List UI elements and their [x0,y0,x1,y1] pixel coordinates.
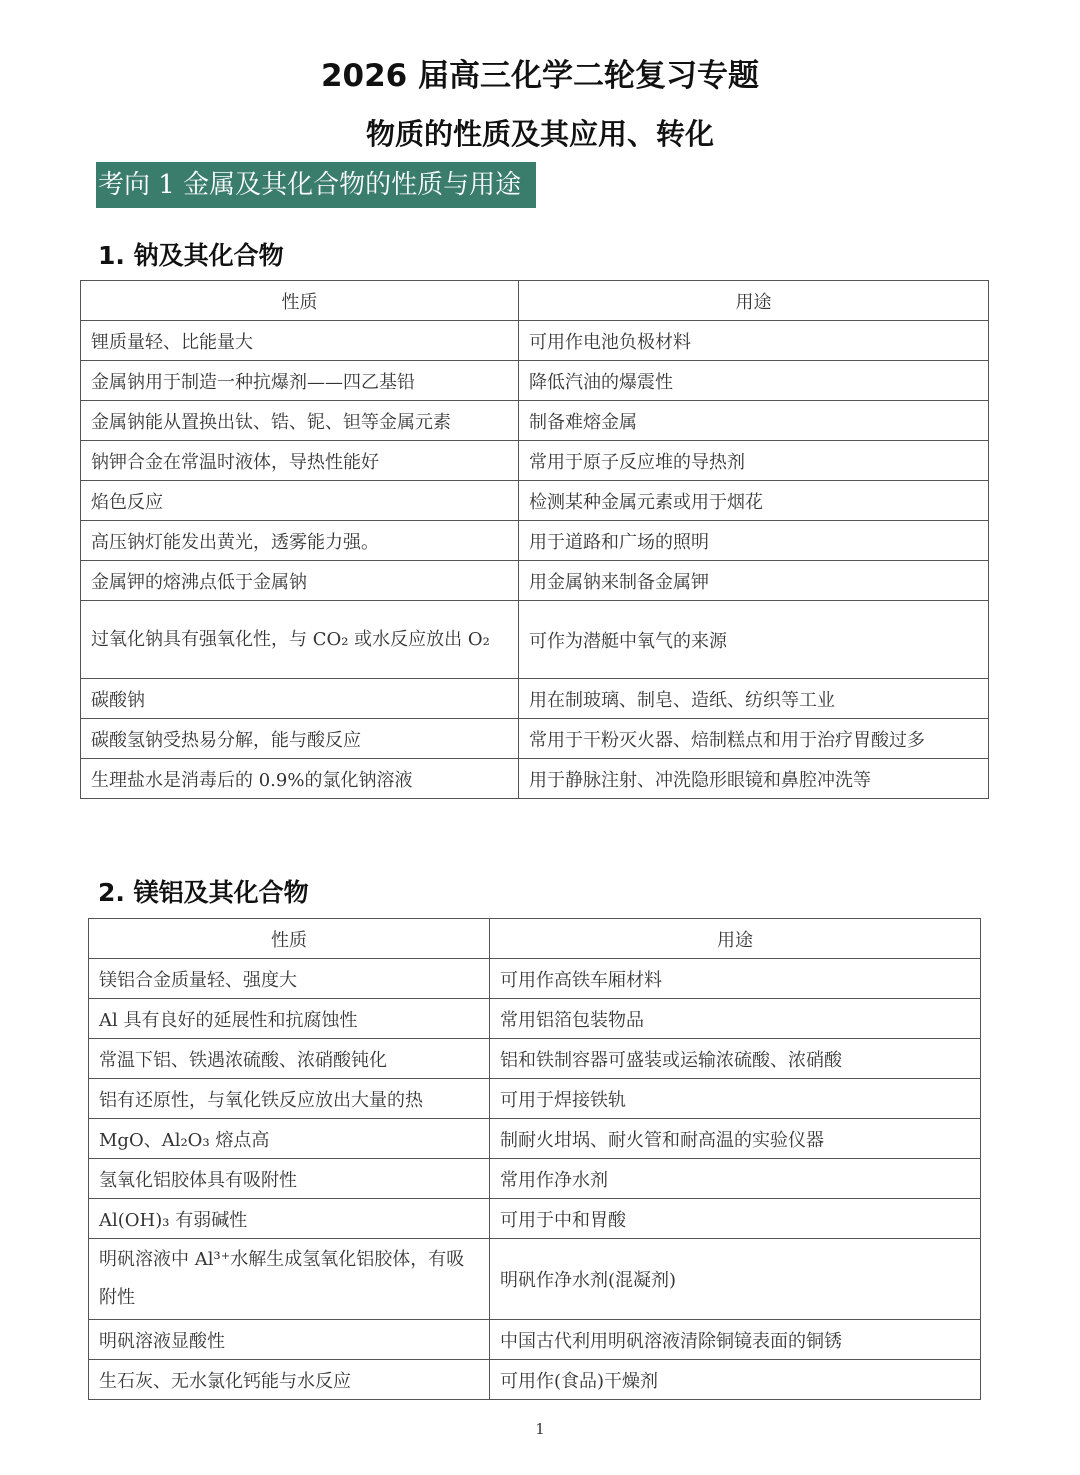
section-banner: 考向 1 金属及其化合物的性质与用途 [96,162,536,208]
header-use: 用途 [490,919,981,959]
use-cell: 用于静脉注射、冲洗隐形眼镜和鼻腔冲洗等 [519,759,989,799]
use-cell: 检测某种金属元素或用于烟花 [519,481,989,521]
property-cell: 镁铝合金质量轻、强度大 [89,959,490,999]
use-cell: 降低汽油的爆震性 [519,361,989,401]
table-row [89,1360,981,1400]
sodium-compounds-table [80,280,989,799]
use-cell: 常用于干粉灭火器、焙制糕点和用于治疗胃酸过多 [519,719,989,759]
use-cell: 可作为潜艇中氧气的来源 [519,601,989,679]
table-header-row [81,281,989,321]
header-property: 性质 [89,919,490,959]
table-row [81,361,989,401]
use-cell: 可用作高铁车厢材料 [490,959,981,999]
table-row [89,959,981,999]
use-cell: 可用于中和胃酸 [490,1199,981,1239]
property-cell: 过氧化钠具有强氧化性，与 CO₂ 或水反应放出 O₂ [81,601,519,679]
table-row [89,1079,981,1119]
property-cell: 金属钠用于制造一种抗爆剂——四乙基铅 [81,361,519,401]
table-header-row [89,919,981,959]
property-cell: 生石灰、无水氯化钙能与水反应 [89,1360,490,1400]
use-cell: 常用铝箔包装物品 [490,999,981,1039]
table-row [81,401,989,441]
property-cell: 生理盐水是消毒后的 0.9%的氯化钠溶液 [81,759,519,799]
use-cell: 用在制玻璃、制皂、造纸、纺织等工业 [519,679,989,719]
table-row [81,481,989,521]
document-title: 2026 届高三化学二轮复习专题 [320,58,760,94]
table-row [81,321,989,361]
table-row [81,561,989,601]
property-cell: 钠钾合金在常温时液体，导热性能好 [81,441,519,481]
property-cell: 碳酸钠 [81,679,519,719]
table-row [89,1239,981,1320]
table-row [81,601,989,679]
property-cell: 明矾溶液显酸性 [89,1320,490,1360]
table-row [89,999,981,1039]
property-cell: 焰色反应 [81,481,519,521]
property-cell: 锂质量轻、比能量大 [81,321,519,361]
property-cell: 氢氧化铝胶体具有吸附性 [89,1159,490,1199]
property-cell: 铝有还原性，与氧化铁反应放出大量的热 [89,1079,490,1119]
table-row [81,719,989,759]
table-row [89,1159,981,1199]
use-cell: 可用作(食品)干燥剂 [490,1360,981,1400]
table2-heading: 2. 镁铝及其化合物 [98,878,309,907]
property-cell: 碳酸氢钠受热易分解，能与酸反应 [81,719,519,759]
table1-heading: 1. 钠及其化合物 [98,241,284,270]
header-property: 性质 [81,281,519,321]
use-cell: 常用于原子反应堆的导热剂 [519,441,989,481]
property-cell: 高压钠灯能发出黄光，透雾能力强。 [81,521,519,561]
table-row [89,1320,981,1360]
table-row [89,1039,981,1079]
table-row [81,441,989,481]
use-cell: 铝和铁制容器可盛装或运输浓硫酸、浓硝酸 [490,1039,981,1079]
use-cell: 制耐火坩埚、耐火管和耐高温的实验仪器 [490,1119,981,1159]
table-row [81,679,989,719]
property-cell: 明矾溶液中 Al³⁺水解生成氢氧化铝胶体，有吸附性 [89,1239,490,1320]
table-row [81,521,989,561]
use-cell: 中国古代利用明矾溶液清除铜镜表面的铜锈 [490,1320,981,1360]
use-cell: 用于道路和广场的照明 [519,521,989,561]
table-row [89,1199,981,1239]
use-cell: 明矾作净水剂(混凝剂) [490,1239,981,1320]
magnesium-aluminum-table [88,918,981,1400]
property-cell: Al 具有良好的延展性和抗腐蚀性 [89,999,490,1039]
table-row [89,1119,981,1159]
use-cell: 用金属钠来制备金属钾 [519,561,989,601]
use-cell: 可用作电池负极材料 [519,321,989,361]
property-cell: 金属钾的熔沸点低于金属钠 [81,561,519,601]
use-cell: 制备难熔金属 [519,401,989,441]
use-cell: 可用于焊接铁轨 [490,1079,981,1119]
property-cell: 金属钠能从置换出钛、锆、铌、钽等金属元素 [81,401,519,441]
property-cell: 常温下铝、铁遇浓硫酸、浓硝酸钝化 [89,1039,490,1079]
document-subtitle: 物质的性质及其应用、转化 [365,117,714,151]
page-number: 1 [535,1420,545,1438]
header-use: 用途 [519,281,989,321]
use-cell: 常用作净水剂 [490,1159,981,1199]
property-cell: MgO、Al₂O₃ 熔点高 [89,1119,490,1159]
table-row [81,759,989,799]
property-cell: Al(OH)₃ 有弱碱性 [89,1199,490,1239]
